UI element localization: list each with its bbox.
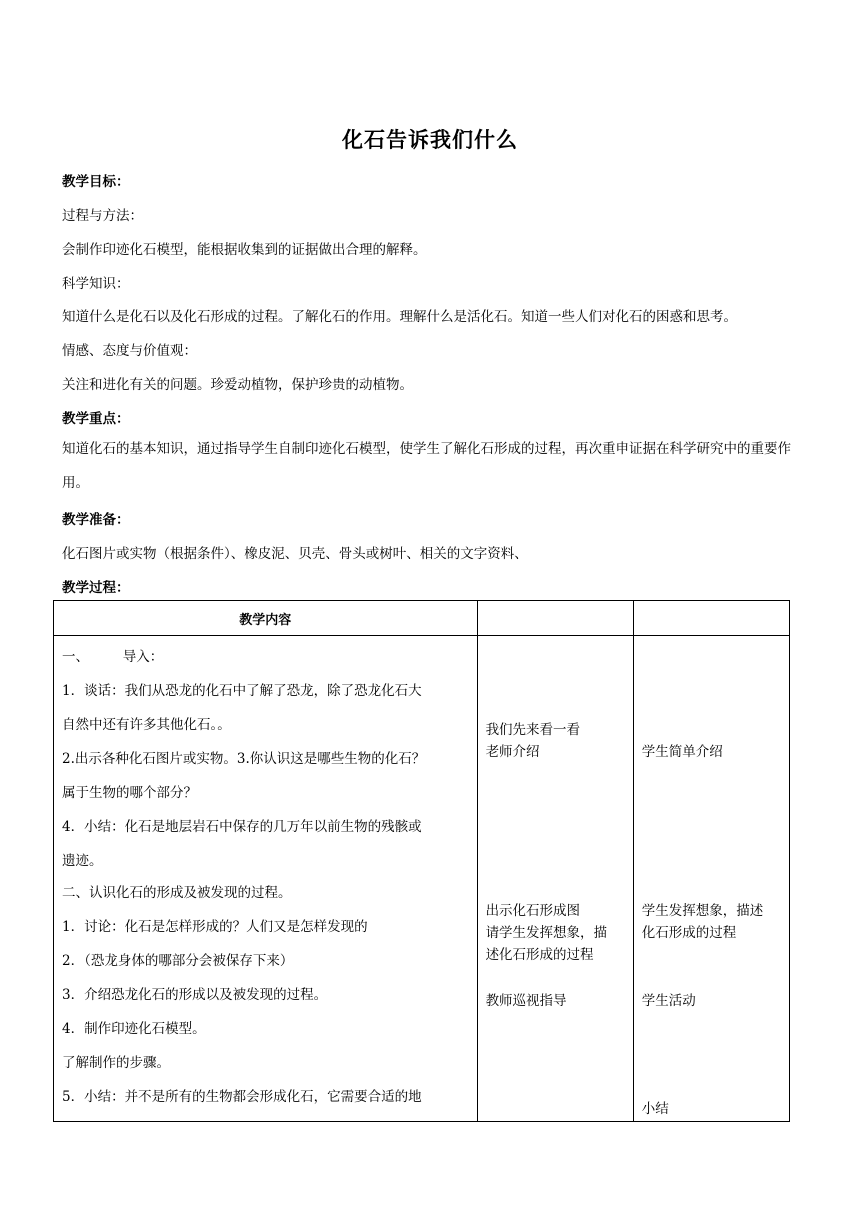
content-cell (54, 636, 478, 1122)
content-line: 二、认识化石的形成及被发现的过程。 (62, 885, 292, 901)
student-line: 小结 (641, 1101, 669, 1117)
teacher-line: 老师介绍 (485, 744, 540, 760)
goals-heading: 教学目标： (62, 174, 130, 190)
content-line: 遗迹。 (62, 853, 103, 869)
science-knowledge-label: 科学知识： (62, 276, 130, 292)
content-line: 了解制作的步骤。 (62, 1055, 170, 1071)
header-content: 教学内容 (54, 601, 478, 636)
student-line: 学生简单介绍 (641, 744, 723, 760)
process-heading: 教学过程： (62, 580, 130, 596)
student-line: 学生活动 (641, 993, 696, 1009)
content-line: 5．小结：并不是所有的生物都会形成化石，它需要合适的地 (62, 1089, 422, 1105)
content-line: 1．讨论：化石是怎样形成的？人们又是怎样发现的 (62, 919, 368, 935)
process-method-label: 过程与方法： (62, 208, 143, 224)
student-line: 化石形成的过程 (641, 925, 737, 941)
table-header-row (54, 601, 790, 636)
header-teacher (477, 601, 633, 636)
student-cell (633, 636, 789, 1122)
content-line: 4．小结：化石是地层岩石中保存的几万年以前生物的残骸或 (62, 819, 422, 835)
key-points-heading: 教学重点： (62, 411, 130, 427)
content-line: 1．谈话：我们从恐龙的化石中了解了恐龙，除了恐龙化石大 (62, 683, 422, 699)
content-line: 一、 导入： (62, 649, 164, 665)
attitude-text: 关注和进化有关的问题。珍爱动植物，保护珍贵的动植物。 (62, 377, 413, 393)
teacher-line: 请学生发挥想象，描 (485, 925, 608, 941)
prep-heading: 教学准备： (62, 512, 130, 528)
key-points-text: 知道化石的基本知识，通过指导学生自制印迹化石模型，使学生了解化石形成的过程，再次重申证据在科学研究中的重要作用。 (62, 441, 791, 491)
table-row (54, 636, 790, 1122)
teacher-line: 我们先来看一看 (485, 722, 581, 738)
content-line: 属于生物的哪个部分？ (62, 785, 197, 801)
content-line: 自然中还有许多其他化石。。 (62, 717, 231, 733)
teacher-line: 述化石形成的过程 (485, 947, 594, 963)
document-title: 化石告诉我们什么 (342, 128, 518, 152)
header-student (633, 601, 789, 636)
content-line: 2．（恐龙身体的哪部分会被保存下来） (62, 953, 294, 969)
teacher-line: 教师巡视指导 (485, 993, 567, 1009)
content-line: 4．制作印迹化石模型。 (62, 1021, 206, 1037)
content-line: 3．介绍恐龙化石的形成以及被发现的过程。 (62, 987, 328, 1003)
prep-text: 化石图片或实物（根据条件）、橡皮泥、贝壳、骨头或树叶、相关的文字资料、 (62, 546, 528, 562)
student-line: 学生发挥想象，描述 (641, 903, 764, 919)
process-method-text: 会制作印迹化石模型，能根据收集到的证据做出合理的解释。 (62, 242, 427, 258)
science-knowledge-text: 知道什么是化石以及化石形成的过程。了解化石的作用。理解什么是活化石。知道一些人们对化石的困惑和思考。 (62, 309, 737, 325)
content-line: 2.出示各种化石图片或实物。3.你认识这是哪些生物的化石？ (62, 751, 426, 767)
teacher-cell (477, 636, 633, 1122)
lesson-table (53, 600, 790, 1122)
attitude-label: 情感、态度与价值观： (62, 343, 197, 359)
teacher-line: 出示化石形成图 (485, 903, 581, 919)
